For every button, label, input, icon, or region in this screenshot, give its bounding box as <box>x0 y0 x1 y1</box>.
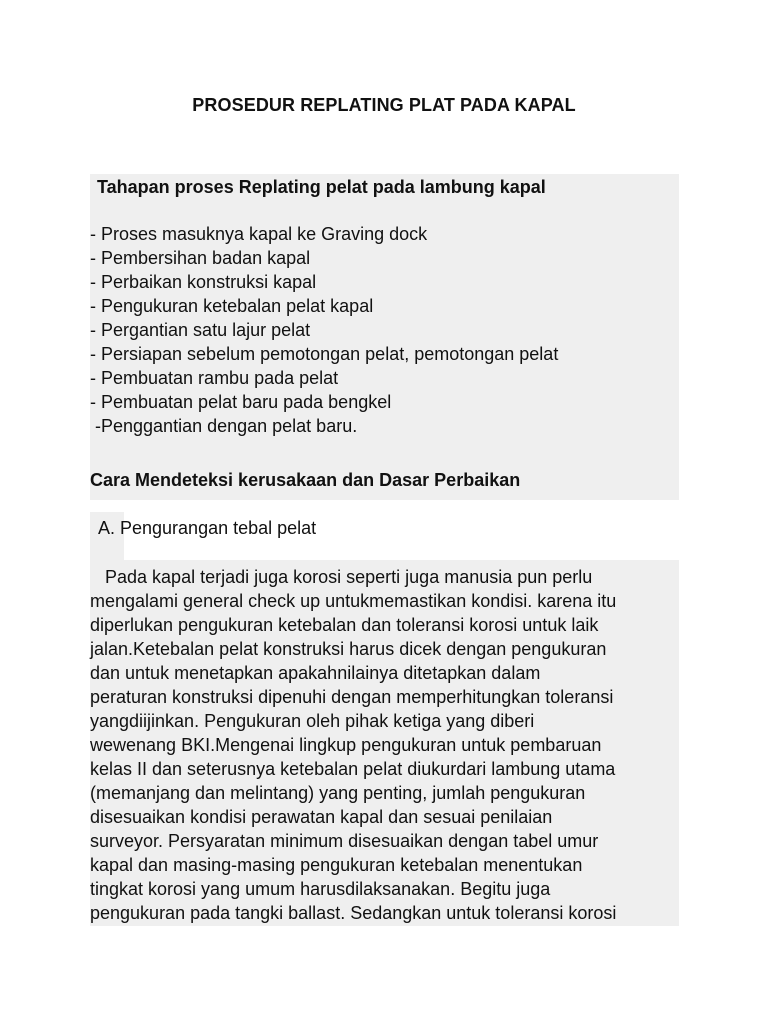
paragraph-line: (memanjang dan melintang) yang penting, jumlah pengukuran <box>90 783 586 803</box>
paragraph-line: diperlukan pengukuran ketebalan dan toleransi korosi untuk laik <box>90 615 599 635</box>
list-item: - Proses masuknya kapal ke Graving dock <box>90 224 428 244</box>
list-item: - Perbaikan konstruksi kapal <box>90 272 317 292</box>
paragraph-line: pengukuran pada tangki ballast. Sedangkan untuk toleransi korosi <box>90 903 617 923</box>
paragraph-line: kelas II dan seterusnya ketebalan pelat diukurdari lambung utama <box>90 759 616 779</box>
subsection-heading-a: A. Pengurangan tebal pelat <box>98 518 317 538</box>
paragraph-line: Pada kapal terjadi juga korosi seperti juga manusia pun perlu <box>90 567 593 587</box>
paragraph-line: dan untuk menetapkan apakahnilainya ditetapkan dalam <box>90 663 541 683</box>
paragraph-line: mengalami general check up untukmemastikan kondisi. karena itu <box>90 591 617 611</box>
list-item: - Persiapan sebelum pemotongan pelat, pemotongan pelat <box>90 344 559 364</box>
paragraph-line: tingkat korosi yang umum harusdilaksanakan. Begitu juga <box>90 879 551 899</box>
paragraph-line: kapal dan masing-masing pengukuran ketebalan menentukan <box>90 855 583 875</box>
paragraph-line: disesuaikan kondisi perawatan kapal dan sesuai penilaian <box>90 807 553 827</box>
section-heading-stages: Tahapan proses Replating pelat pada lambung kapal <box>97 177 546 197</box>
list-item: - Pengukuran ketebalan pelat kapal <box>90 296 374 316</box>
list-item: -Penggantian dengan pelat baru. <box>90 416 358 436</box>
list-item: - Pembuatan rambu pada pelat <box>90 368 339 388</box>
list-item: - Pembersihan badan kapal <box>90 248 311 268</box>
paragraph-line: wewenang BKI.Mengenai lingkup pengukuran untuk pembaruan <box>90 735 602 755</box>
paragraph-line: peraturan konstruksi dipenuhi dengan memperhitungkan toleransi <box>90 687 614 707</box>
paragraph-line: yangdiijinkan. Pengukuran oleh pihak ketiga yang diberi <box>90 711 535 731</box>
document-title: PROSEDUR REPLATING PLAT PADA KAPAL <box>192 95 576 115</box>
body-paragraph <box>90 565 680 925</box>
paragraph-line: surveyor. Persyaratan minimum disesuaikan dengan tabel umur <box>90 831 599 851</box>
steps-list <box>90 222 680 438</box>
section-heading-detection: Cara Mendeteksi kerusakaan dan Dasar Perbaikan <box>90 470 521 490</box>
list-item: - Pergantian satu lajur pelat <box>90 320 311 340</box>
paragraph-line: jalan.Ketebalan pelat konstruksi harus dicek dengan pengukuran <box>90 639 607 659</box>
list-item: - Pembuatan pelat baru pada bengkel <box>90 392 392 412</box>
